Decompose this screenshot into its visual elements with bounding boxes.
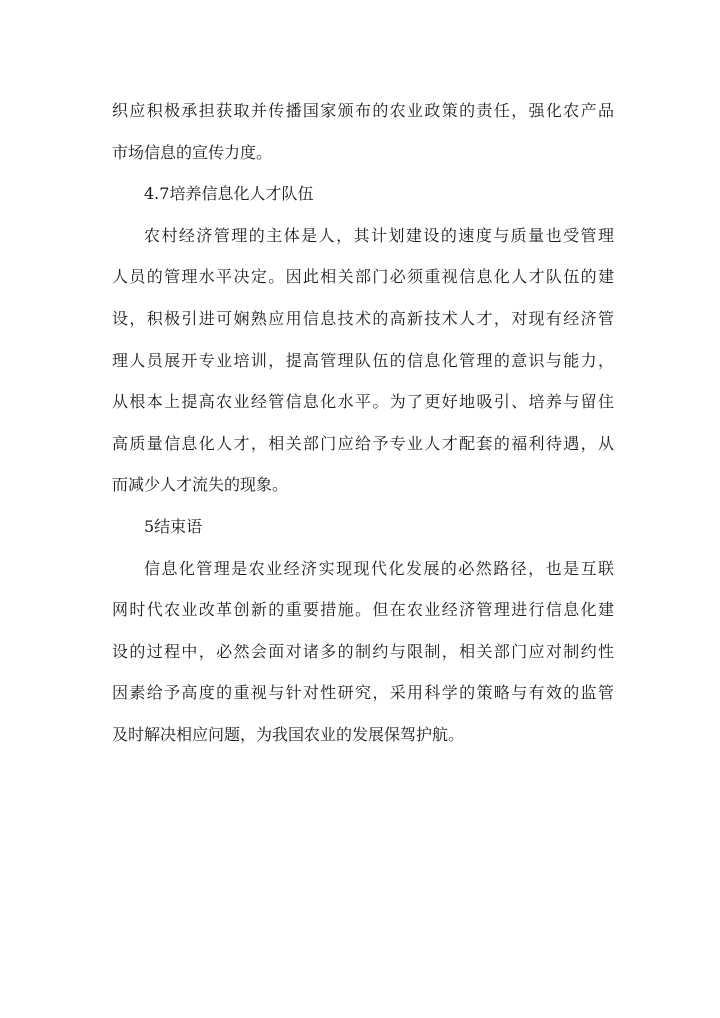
text-line: 网时代农业改革创新的重要措施。但在农业经济管理进行信息化建 <box>112 600 614 620</box>
text-line: 因素给予高度的重视与针对性研究，采用科学的策略与有效的监管 <box>112 683 614 703</box>
text-line: 人员的管理水平决定。因此相关部门必须重视信息化人才队伍的建 <box>112 267 614 287</box>
section-heading-4-7: 4.7培养信息化人才队伍 <box>144 184 314 204</box>
text-line: 理人员展开专业培训，提高管理队伍的信息化管理的意识与能力， <box>112 350 614 370</box>
text-line: 市场信息的宣传力度。 <box>112 142 273 162</box>
text-line: 及时解决相应问题，为我国农业的发展保驾护航。 <box>112 724 465 744</box>
text-line: 而减少人才流失的现象。 <box>112 475 289 495</box>
text-line: 从根本上提高农业经管信息化水平。为了更好地吸引、培养与留住 <box>112 392 614 412</box>
text-line: 信息化管理是农业经济实现现代化发展的必然路径，也是互联 <box>144 558 614 578</box>
text-line: 农村经济管理的主体是人，其计划建设的速度与质量也受管理 <box>144 225 614 245</box>
paragraph-policy-continuation <box>112 90 614 173</box>
document-body <box>112 90 614 756</box>
text-line: 设，积极引进可娴熟应用信息技术的高新技术人才，对现有经济管 <box>112 308 614 328</box>
paragraph-conclusion <box>112 548 614 756</box>
paragraph-talent-team <box>112 215 614 506</box>
text-line: 高质量信息化人才，相关部门应给予专业人才配套的福利待遇，从 <box>112 433 614 453</box>
text-line: 织应积极承担获取并传播国家颁布的农业政策的责任，强化农产品 <box>112 101 614 120</box>
text-line: 设的过程中，必然会面对诸多的制约与限制，相关部门应对制约性 <box>112 641 614 661</box>
section-heading-5: 5结束语 <box>144 516 203 536</box>
